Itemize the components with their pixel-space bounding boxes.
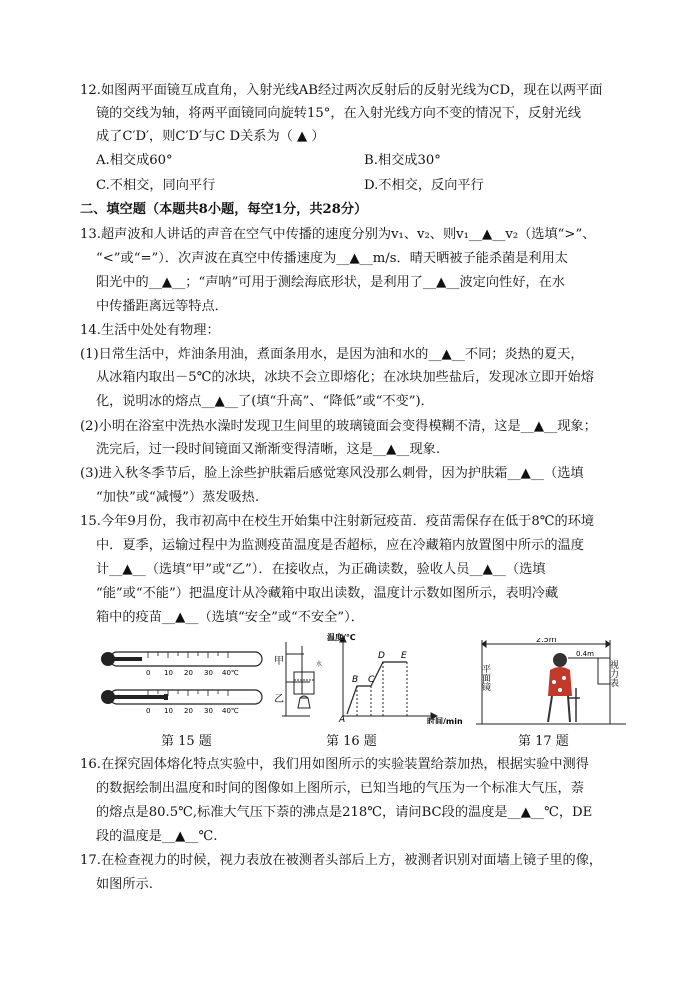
caption-fig15: 第 15 题 bbox=[161, 734, 212, 749]
caption-fig16: 第 16 题 bbox=[326, 734, 377, 749]
q12-option-a: A.相交成60° bbox=[96, 153, 173, 168]
yi-tick-30: 30 bbox=[204, 707, 213, 715]
q16-line3: 的熔点是80.5℃,标准大气压下萘的沸点是218℃，请问BC段的温度是__▲__℃，DE bbox=[96, 805, 593, 820]
graph-point-c: C bbox=[368, 675, 375, 685]
graph-xlabel: 时间/min bbox=[427, 717, 463, 724]
jia-tick-20: 20 bbox=[184, 669, 193, 677]
q14-line7: “加快”或“减慢”）蒸发吸热. bbox=[96, 490, 260, 505]
jia-label: 甲 bbox=[274, 656, 284, 667]
graph-point-d: D bbox=[378, 651, 385, 661]
yi-tick-10: 10 bbox=[164, 707, 173, 715]
q12-line1: 12.如图两平面镜互成直角，入射光线AB经过两次反射后的反射光线为CD，现在以两平面 bbox=[80, 83, 603, 98]
q14-line5: 洗完后，过一段时间镜面又渐渐变得清晰，这是__▲__现象. bbox=[96, 442, 441, 457]
q12-line3: 成了C′D′，则C′D′与C D关系为（ ▲ ） bbox=[96, 129, 325, 144]
section2-heading: 二、填空题（本题共8小题，每空1分，共28分） bbox=[80, 202, 368, 217]
q15-line5: 箱中的疫苗__▲__（选填“安全”或“不安全”）． bbox=[96, 610, 364, 625]
q14-line1: (1)日常生活中，炸油条用油，煮面条用水，是因为油和水的__▲__不同；炎热的夏天， bbox=[80, 347, 584, 362]
q14-line0: 14.生活中处处有物理： bbox=[80, 323, 220, 338]
q14-line4: (2)小明在浴室中洗热水澡时发现卫生间里的玻璃镜面会变得模糊不清，这是__▲__现象； bbox=[80, 419, 597, 434]
q13-line4: 中传播距离远等特点． bbox=[96, 299, 228, 314]
jia-tick-40: 40℃ bbox=[222, 669, 239, 677]
figure-apparatus bbox=[280, 638, 330, 722]
q13-line2: “<”或“=”）．次声波在真空中传播速度为__▲__m/s．晴天晒被子能杀菌是利用太 bbox=[96, 251, 568, 266]
q15-line3: 计__▲__（选填“甲”或“乙”）．在接收点，为正确读数，验收人员__▲__（选填 bbox=[96, 562, 546, 577]
figure-temp-graph bbox=[325, 632, 475, 724]
graph-point-a: A bbox=[339, 715, 346, 724]
q16-line4: 段的温度是__▲__℃. bbox=[96, 829, 218, 844]
q13-line1: 13.超声波和人讲话的声音在空气中传播的速度分别为v₁、v₂、则v₁__▲__v₂（选填“>”、 bbox=[80, 227, 596, 242]
caption-fig17: 第 17 题 bbox=[518, 734, 569, 749]
yi-label: 乙 bbox=[274, 694, 284, 705]
q15-line4: “能”或“不能”）把温度计从冷藏箱中取出读数，温度计示数如图所示，表明冷藏 bbox=[96, 586, 559, 601]
q14-line3: 化，说明冰的熔点__▲__了(填“升高”、“降低”或“不变”)． bbox=[96, 394, 434, 409]
jia-tick-10: 10 bbox=[164, 669, 173, 677]
q17-line2: 如图所示. bbox=[96, 877, 153, 892]
distance-label: 2.5m bbox=[536, 638, 557, 644]
figure-vision-test bbox=[476, 638, 626, 726]
thermometer-yi bbox=[101, 690, 284, 715]
person-seated bbox=[548, 653, 580, 722]
yi-tick-20: 20 bbox=[184, 707, 193, 715]
yi-tick-0: 0 bbox=[146, 707, 151, 715]
q16-line2: 的数据绘制出温度和时间的图像如上图所示，已知当地的气压为一个标准大气压，萘 bbox=[96, 781, 584, 796]
mirror-label: 平面镜 bbox=[480, 664, 490, 691]
figure-thermometers bbox=[98, 646, 288, 718]
q15-line1: 15.今年9月份，我市初高中在校生开始集中注射新冠疫苗．疫苗需保存在低于8℃的环境 bbox=[80, 514, 595, 529]
q16-line1: 16.在探究固体熔化特点实验中，我们用如图所示的实验装置给萘加热，根据实验中测得 bbox=[80, 757, 589, 772]
graph-ylabel: 温度/℃ bbox=[327, 633, 356, 642]
q12-option-b: B.相交成30° bbox=[364, 153, 441, 168]
graph-point-e: E bbox=[401, 651, 407, 661]
jia-tick-30: 30 bbox=[204, 669, 213, 677]
q17-line1: 17.在检查视力的时候，视力表放在被测者头部后上方，被测者识别对面墙上镜子里的像， bbox=[80, 853, 603, 868]
jia-tick-0: 0 bbox=[146, 669, 151, 677]
q12-option-c: C.不相交，同向平行 bbox=[96, 178, 216, 193]
q12-line2: 镜的交线为轴，将两平面镜同向旋转15°，在入射光线方向不变的情况下，反射光线 bbox=[96, 106, 581, 121]
small-distance-label: 0.4m bbox=[576, 650, 594, 658]
q12-option-d: D.不相交，反向平行 bbox=[364, 178, 484, 193]
thermometer-jia bbox=[101, 652, 284, 677]
q14-line6: (3)进入秋冬季节后，脸上涂些护肤霜后感觉寒风没那么刺骨，因为护肤霜__▲__（选填 bbox=[80, 466, 584, 481]
yi-tick-40: 40℃ bbox=[222, 707, 239, 715]
graph-point-b: B bbox=[352, 675, 359, 685]
q13-line3: 阳光中的__▲__；“声呐”可用于测绘海底形状，是利用了__▲__波定向性好，在水 bbox=[96, 275, 565, 290]
q15-line2: 中．夏季，运输过程中为监测疫苗温度是否超标，应在冷藏箱内放置图中所示的温度 bbox=[96, 538, 584, 553]
chart-label: 视力表 bbox=[608, 660, 618, 687]
q14-line2: 从冰箱内取出－5℃的冰块，冰块不会立即熔化；在冰块加些盐后，发现冰立即开始熔 bbox=[96, 370, 594, 385]
apparatus-water-label: 水 bbox=[316, 661, 323, 668]
